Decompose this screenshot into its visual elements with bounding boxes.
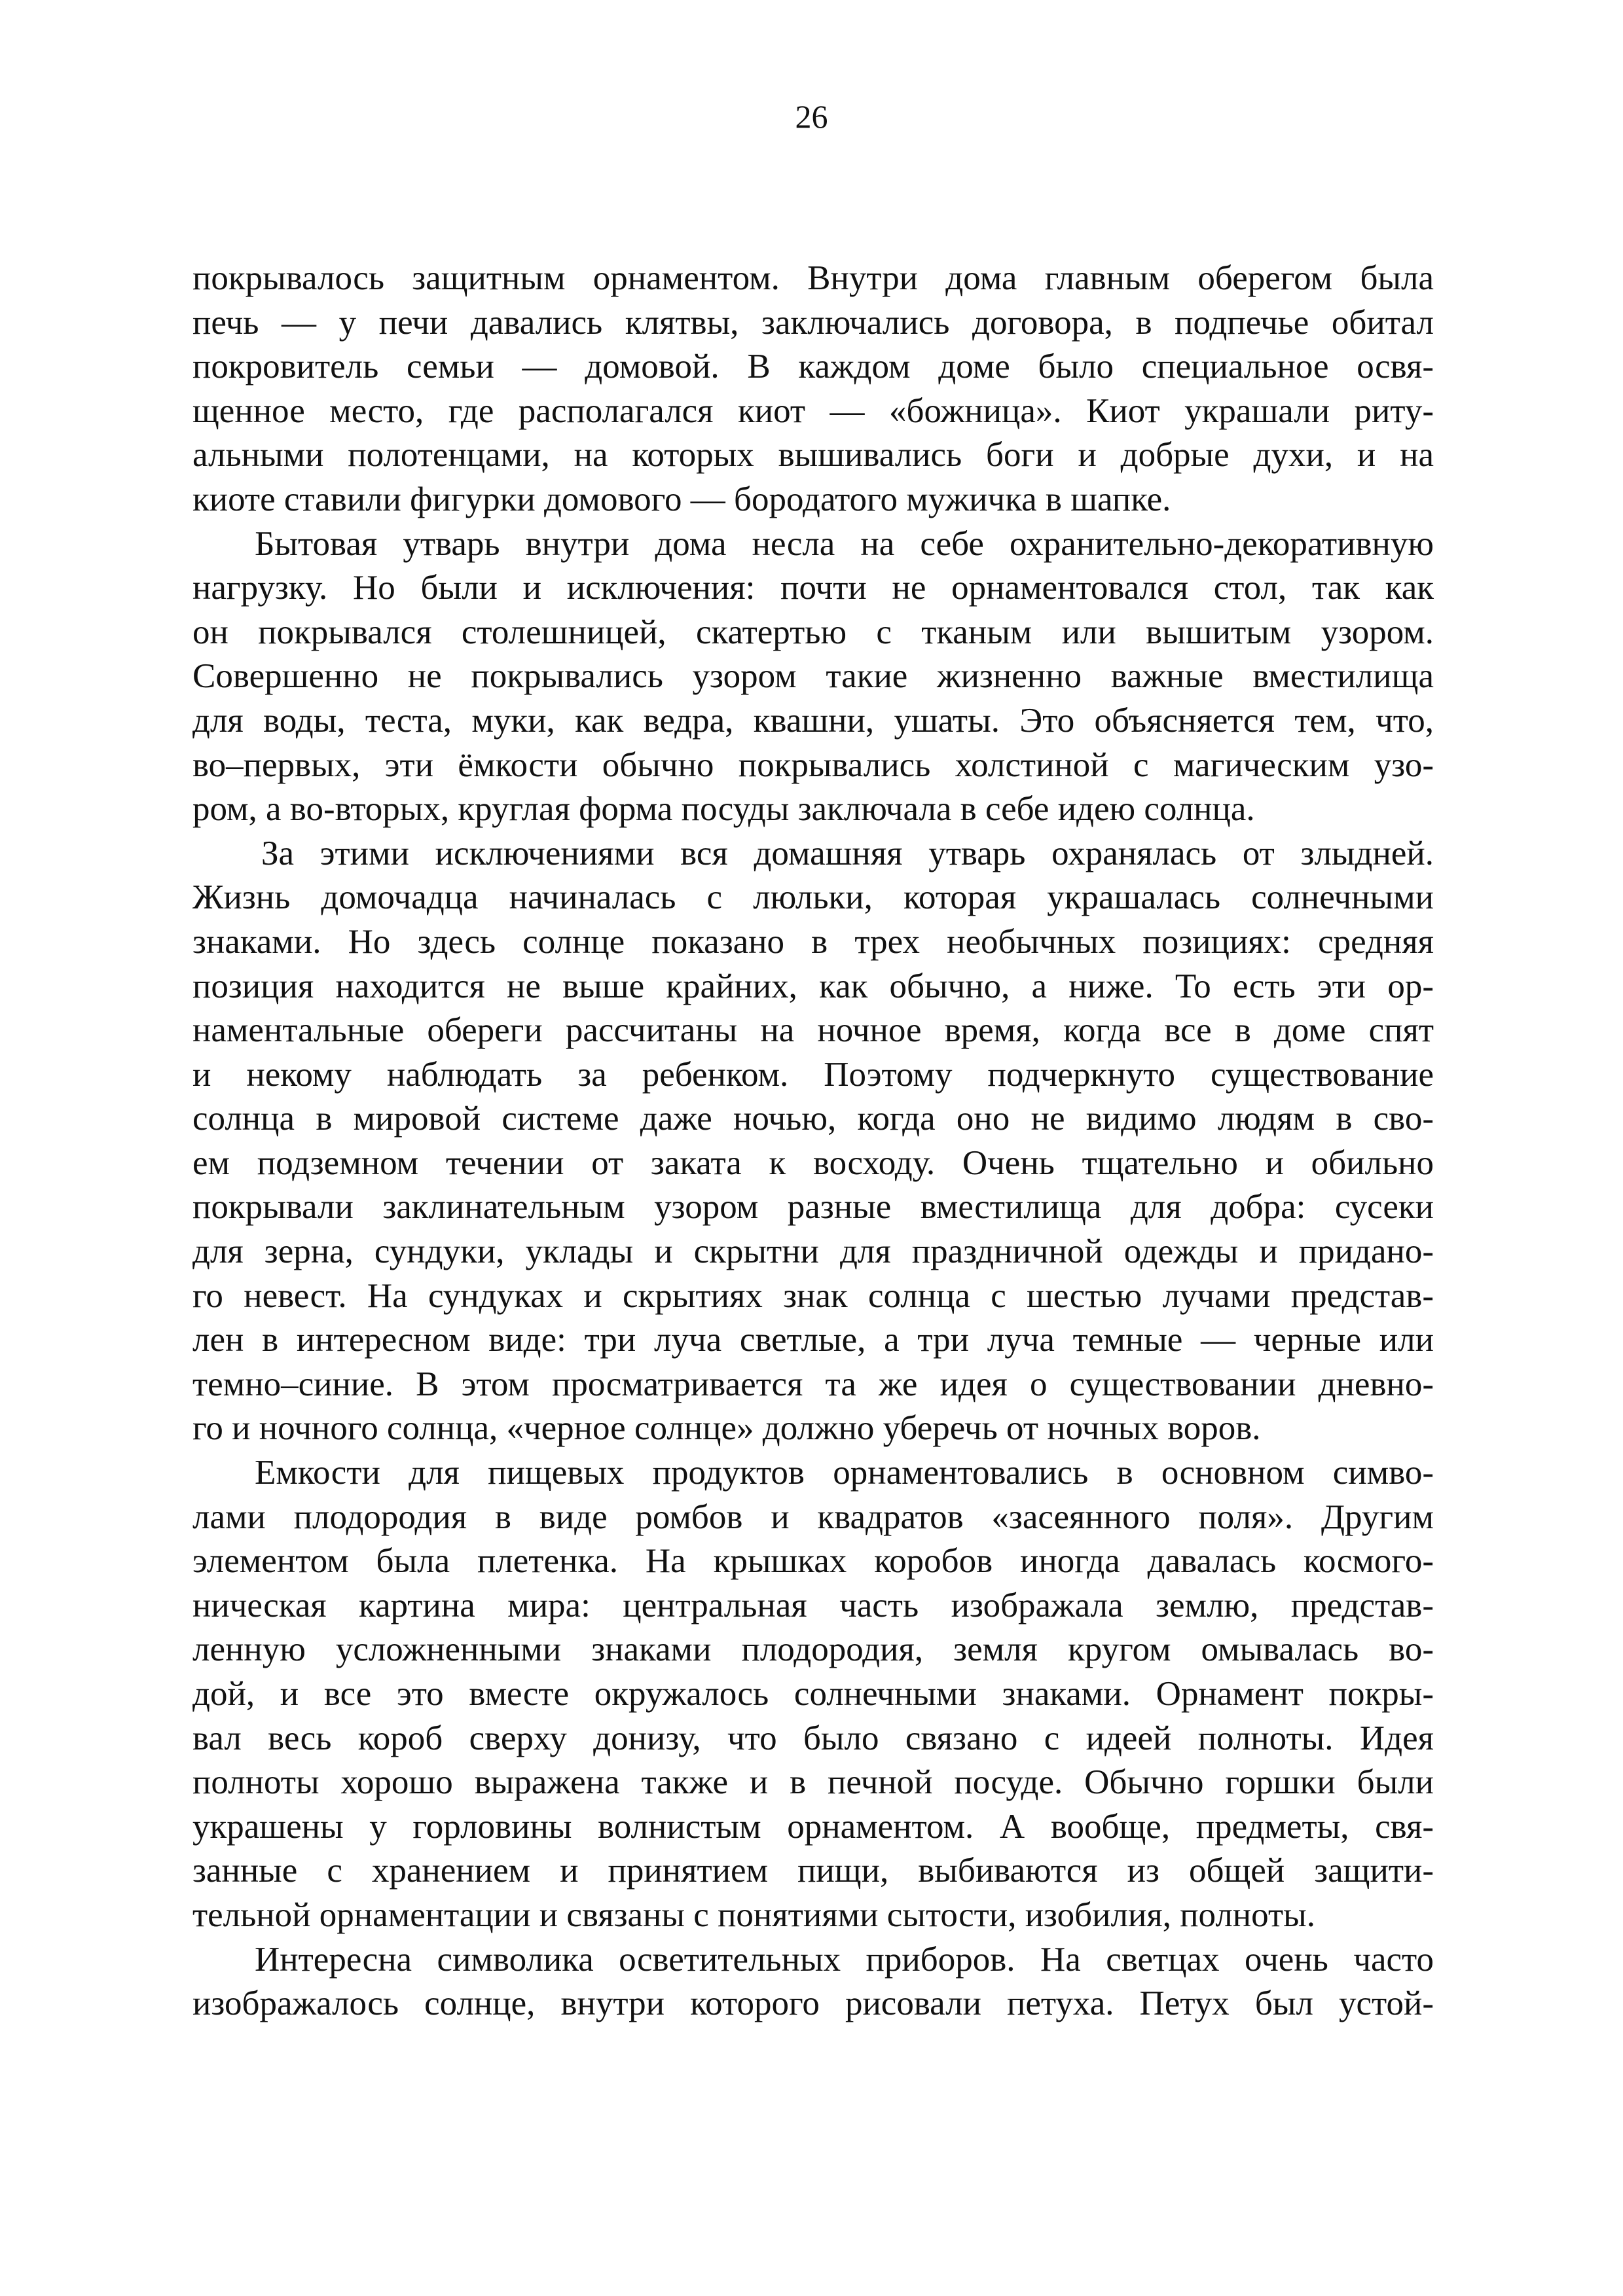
text-line: ем подземном течении от заката к восходу. Очень тщательно и обильно <box>192 1143 1434 1182</box>
text-line: ническая картина мира: центральная часть изображала землю, представ- <box>192 1586 1434 1624</box>
text-line: наментальные обереги рассчитаны на ночное время, когда все в доме спят <box>192 1011 1434 1050</box>
text-line: солнца в мировой системе даже ночью, когда оно не видимо людям в сво- <box>192 1100 1434 1138</box>
text-line: ленную усложненными знаками плодородия, земля кругом омывалась во- <box>192 1630 1434 1669</box>
text-line: Совершенно не покрывались узором такие жизненно важные вместилища <box>192 657 1434 696</box>
text-line: для воды, теста, муки, как ведра, квашни, ушаты. Это объясняется тем, что, <box>192 701 1434 740</box>
text-line: лами плодородия в виде ромбов и квадратов «засеянного поля». Другим <box>192 1498 1434 1536</box>
text-line: нагрузку. Но были и исключения: почти не орнаментовался стол, так как <box>192 569 1434 607</box>
text-line: изображалось солнце, внутри которого рисовали петуха. Петух был устой- <box>192 1984 1434 2023</box>
text-line: во–первых, эти ёмкости обычно покрывались холстиной с магическим узо- <box>192 745 1434 784</box>
text-line: занные с хранением и принятием пищи, выбиваются из общей защити- <box>192 1852 1434 1890</box>
text-line: щенное место, где располагался киот — «божница». Киот украшали риту- <box>192 391 1434 430</box>
text-line: и некому наблюдать за ребенком. Поэтому подчеркнуто существование <box>192 1055 1434 1094</box>
text-line: он покрывался столешницей, скатертью с тканым или вышитым узором. <box>192 613 1434 651</box>
text-line: ром, а во-вторых, круглая форма посуды заключала в себе идею солнца. <box>192 790 1255 829</box>
text-line: го невест. На сундуках и скрытиях знак солнца с шестью лучами представ- <box>192 1276 1434 1315</box>
text-line: украшены у горловины волнистым орнаментом. А вообще, предметы, свя- <box>192 1807 1434 1846</box>
text-line: альными полотенцами, на которых вышивались боги и добрые духи, и на <box>192 436 1434 475</box>
text-line: дой, и все это вместе окружалось солнечными знаками. Орнамент покры- <box>192 1675 1434 1713</box>
text-line: Интересна символика осветительных приборов. На светцах очень часто <box>255 1940 1434 1979</box>
text-line: темно–синие. В этом просматривается та же идея о существовании дневно- <box>192 1365 1434 1403</box>
text-line: Емкости для пищевых продуктов орнаментовались в основном симво- <box>255 1454 1434 1492</box>
text-line: элементом была плетенка. На крышках коробов иногда давалась космого- <box>192 1542 1434 1581</box>
text-line: позиция находится не выше крайних, как обычно, а ниже. То есть эти ор- <box>192 967 1434 1005</box>
text-line: За этими исключениями вся домашняя утварь охранялась от злыдней. <box>261 834 1434 872</box>
text-line: знаками. Но здесь солнце показано в трех необычных позициях: средняя <box>192 922 1434 961</box>
text-line: Жизнь домочадца начиналась с люльки, которая украшалась солнечными <box>192 878 1434 917</box>
page-number: 26 <box>795 98 828 135</box>
text-line: покрывали заклинательным узором разные вместилища для добра: сусеки <box>192 1188 1434 1227</box>
text-line: вал весь короб сверху донизу, что было связано с идеей полноты. Идея <box>192 1719 1434 1757</box>
text-line: печь — у печи давались клятвы, заключались договора, в подпечье обитал <box>192 303 1434 342</box>
text-line: полноты хорошо выражена также и в печной посуде. Обычно горшки были <box>192 1763 1434 1802</box>
text-line: тельной орнаментации и связаны с понятиями сытости, изобилия, полноты. <box>192 1895 1315 1934</box>
text-line: покрывалось защитным орнаментом. Внутри дома главным оберегом была <box>192 259 1434 297</box>
text-line: лен в интересном виде: три луча светлые, а три луча темные — черные или <box>192 1321 1434 1359</box>
text-line: Бытовая утварь внутри дома несла на себе охранительно-декоративную <box>255 524 1434 563</box>
text-line: киоте ставили фигурки домового — бородатого мужичка в шапке. <box>192 480 1171 518</box>
body-text <box>192 257 1434 2026</box>
text-line: покровитель семьи — домовой. В каждом доме было специальное освя- <box>192 348 1434 386</box>
text-line: для зерна, сундуки, уклады и скрытни для праздничной одежды и придано- <box>192 1232 1434 1271</box>
text-line: го и ночного солнца, «черное солнце» должно уберечь от ночных воров. <box>192 1409 1261 1448</box>
